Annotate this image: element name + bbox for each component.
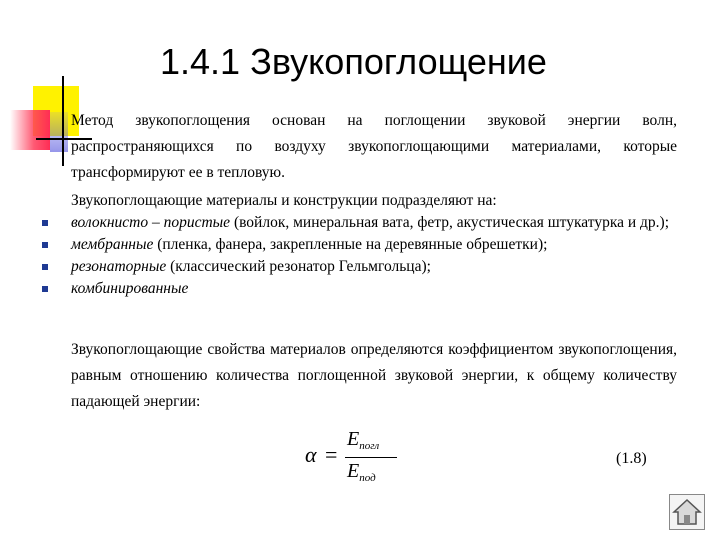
decor-vertical-line [62,76,64,166]
home-icon [670,495,704,529]
formula-numerator [347,428,379,452]
paragraph-coefficient: Звукопоглощающие свойства материалов определяются коэффициентом звукопоглощения, равным отношению количества поглощенной звуковой энергии, к общему количеству падающей энергии: [71,341,677,410]
denominator-symbol: E [347,460,360,482]
numerator-symbol: E [347,428,360,450]
slide-title: 1.4.1 Звукопоглощение [160,41,547,82]
list-item-term: волокнисто – пористые [71,214,231,231]
list-item-term: комбинированные [71,280,189,297]
decor-red-gradient [10,110,50,150]
absorption-formula [305,428,425,488]
list-item-text: (классический резонатор Гельмгольца); [166,258,431,275]
list-item [71,278,677,300]
list-item [71,212,677,234]
numerator-subscript: погл [359,440,380,452]
list-item [71,234,677,256]
decor-blue-gradient [50,112,68,152]
bullet-square-icon [42,264,48,270]
bullet-square-icon [42,242,48,248]
list-item [71,256,677,278]
list-item-term: мембранные [71,236,154,253]
formula-alpha: α [305,442,317,467]
fraction-bar [345,457,397,458]
bullet-square-icon [42,220,48,226]
bullet-square-icon [42,286,48,292]
materials-intro: Звукопоглощающие материалы и конструкции подразделяют на: [71,192,497,209]
formula-equals: = [325,442,338,467]
denominator-subscript: под [359,472,376,484]
list-item-text: (войлок, минеральная вата, фетр, акустическая штукатурка и др.); [230,214,670,231]
list-item-text: (пленка, фанера, закрепленные на деревянные обрешетки); [153,236,548,253]
materials-list [71,190,677,300]
formula-denominator [347,460,376,484]
equation-number: (1.8) [616,450,647,467]
list-item-term: резонаторные [71,258,167,275]
paragraph-method: Метод звукопоглощения основан на поглощении звуковой энергии волн, распространяющихся по воздуху звукопоглощающими материалами, которые трансформируют ее в тепловую. [71,112,677,181]
home-button[interactable] [669,494,705,530]
